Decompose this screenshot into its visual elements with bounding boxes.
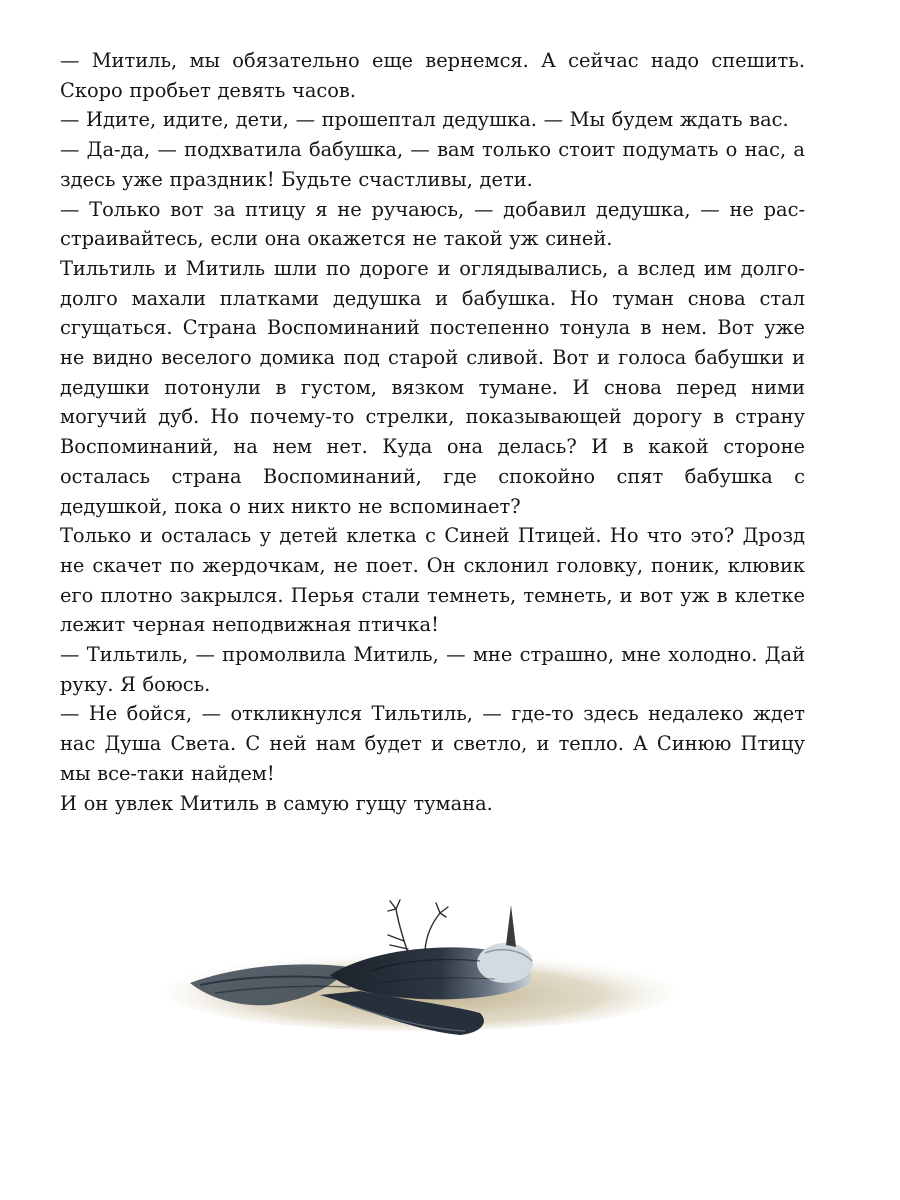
paragraph-5: Тильтиль и Митиль шли по дороге и оглядывались, а вслед им долго-долго махали платками дедушка и бабушка. Но туман снова стал сгущаться. Страна Воспоминаний постепенно тонула в нем. Вот уже не видно веселого домика под старой сливой. Вот и голоса бабушки и дедушки потонули в густом, вязком тумане. И снова перед ними могучий дуб. Но почему-то стрелки, показывающей дорогу в страну Воспоминаний, на нем нет. Куда она делась? И в какой стороне осталась страна Воспоминаний, где спокойно спят бабушка с дедушкой, пока о них никто не вспоминает? <box>60 256 805 518</box>
paragraph-4: — Только вот за птицу я не ручаюсь, — добавил дедушка, — не расстраивайтесь, если она окажется не такой уж синей. <box>60 197 805 251</box>
paragraph-8: — Не бойся, — откликнулся Тильтиль, — где-то здесь недалеко ждет нас Душа Света. С ней нам будет и светло, и тепло. А Синюю Птицу мы все-таки найдем! <box>60 702 805 785</box>
paragraph-9: И он увлек Митиль в самую гущу тумана. <box>60 791 493 815</box>
paragraph-6: Только и осталась у детей клетка с Синей Птицей. Но что это? Дрозд не скачет по жердочкам, не поет. Он склонил головку, поник, клювик его плотно закрылся. Перья стали темнеть, темнеть, и вот уж в клетке лежит черная неподвижная птичка! <box>60 524 805 637</box>
paragraph-3: — Да-да, — подхватила бабушка, — вам только стоит подумать о нас, а здесь уже праздник! Будьте счастливы, дети. <box>60 138 805 191</box>
dead-bird-illustration <box>160 895 680 1055</box>
paragraph-1: — Митиль, мы обязательно еще вернемся. А сейчас надо спешить. Скоро пробьет девять часов. <box>60 49 805 102</box>
paragraph-2: — Идите, идите, дети, — прошептал дедушка. — Мы будем ждать вас. <box>60 108 789 132</box>
bird-beak <box>506 905 516 947</box>
bird-illustration-svg <box>160 895 680 1055</box>
bird-head <box>477 943 533 983</box>
bird-legs <box>388 900 448 953</box>
book-page-text <box>60 46 805 818</box>
paragraph-7: — Тильтиль, — промолвила Митиль, — мне страшно, мне холодно. Дай руку. Я боюсь. <box>60 643 805 696</box>
